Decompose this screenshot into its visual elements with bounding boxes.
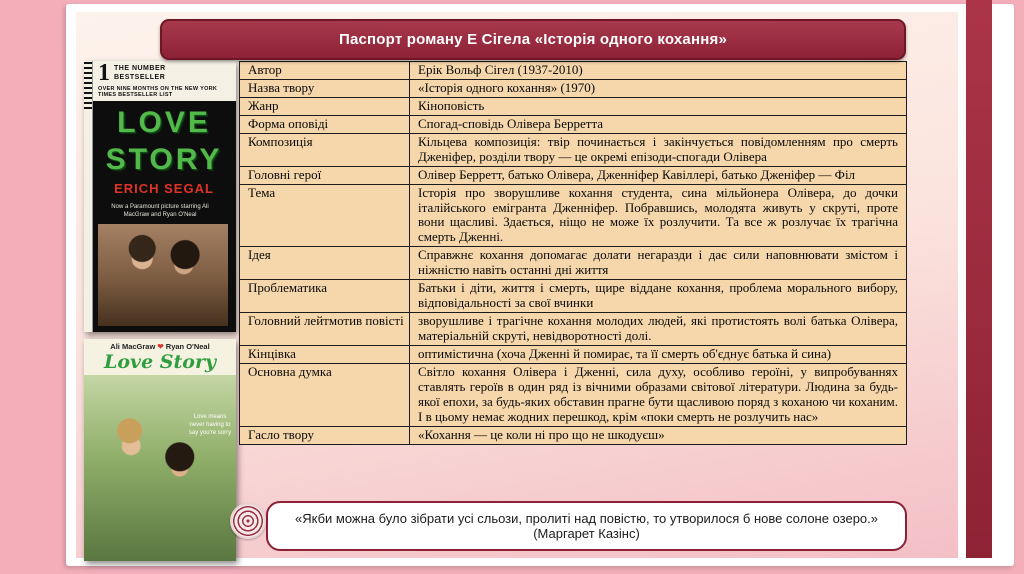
table-row: [240, 79, 906, 97]
poster-title: Love Story: [84, 352, 236, 375]
table-row: [240, 246, 906, 279]
movie-poster-love-story: [84, 339, 236, 561]
slide-title: Паспорт роману Е Сігела «Історія одного кохання»: [338, 31, 727, 48]
row-label: Основна думка: [240, 364, 410, 426]
quote-attribution: (Маргарет Казінс): [533, 526, 640, 541]
row-value: Батьки і діти, життя і смерть, щире віддане кохання, проблема морального вибору, відповідальності за свої вчинки: [418, 280, 898, 311]
table-row: [240, 115, 906, 133]
book-cover-photo: [98, 224, 228, 326]
row-value: Кіноповість: [418, 97, 485, 113]
table-row: [240, 312, 906, 345]
table-row: [240, 166, 906, 184]
bestseller-line1: THE NUMBER: [114, 65, 166, 73]
row-value: оптимістична (хоча Дженні й помирає, та її смерть об'єднує батька й сина): [418, 345, 832, 361]
quote-text: «Якби можна було зібрати усі сльози, пролиті над повістю, то утворилося б нове солоне озеро.»: [294, 511, 879, 526]
table-row: [240, 279, 906, 312]
table-row: [240, 97, 906, 115]
publisher-rose-logo-icon: [230, 503, 266, 539]
book-title-line1: LOVE: [117, 106, 211, 140]
table-row: [240, 62, 906, 79]
row-label: Кінцівка: [240, 346, 410, 363]
poster-star-left: Ali MacGraw: [110, 342, 156, 351]
row-value: Справжнє кохання допомагає долати негаразди і дає сили наповнювати змістом і ніжністю навіть останні дні життя: [418, 247, 898, 278]
bestseller-number: 1: [98, 60, 110, 86]
table-row: [240, 426, 906, 444]
book-author: ERICH SEGAL: [114, 181, 214, 197]
row-value: Кільцева композиція: твір починається і закінчується повідомленням про смерть Дженіфер, розділи твору — це окремі епізоди-спогади Олівера: [418, 133, 898, 164]
row-label: Ідея: [240, 247, 410, 279]
row-label: Проблематика: [240, 280, 410, 312]
row-label: Гасло твору: [240, 427, 410, 444]
row-value: «Історія одного кохання» (1970): [418, 79, 596, 95]
row-value: «Кохання — це коли ні про що не шкодуєш»: [418, 426, 665, 442]
quote-box: [266, 501, 907, 551]
row-label: Автор: [240, 62, 410, 79]
bestseller-subline: OVER NINE MONTHS ON THE NEW YORK TIMES BESTSELLER LIST: [98, 85, 218, 99]
row-label: Форма оповіді: [240, 116, 410, 133]
row-value: Спогад-сповідь Олівера Берретта: [418, 115, 604, 131]
poster-tagline: Love means never having to say you're sorry: [188, 413, 232, 437]
right-accent-bar: [966, 0, 992, 558]
row-value: зворушливе і трагічне кохання молодих людей, які протистоять волі батька Олівера, матеріальній скруті, невідворотності долі.: [418, 313, 898, 343]
row-label: Головний лейтмотив повісті: [240, 313, 410, 345]
book-note: Now a Paramount picture starring Ali MacGraw and Ryan O'Neal: [111, 203, 209, 218]
table-row: [240, 363, 906, 426]
slide-title-banner: [160, 19, 906, 60]
row-label: Тема: [240, 185, 410, 247]
row-label: Головні герої: [240, 167, 410, 184]
table-row: [240, 184, 906, 247]
bestseller-band: [84, 61, 236, 101]
row-value: Ерік Вольф Сігел (1937-2010): [418, 62, 583, 77]
row-value: Світло кохання Олівера і Дженні, сила духу, особливо героїні, у випробуваннях ставлять героїв в один ряд із вічними образами світової літератури. Людина за будь-якої епохи, за будь-яких обставин прагне бути щасливою поряд з коханою чи коханим. І в цьому немає жодних перешкод, крім «поки смерть не розлучить нас»: [418, 363, 898, 424]
book-title-line2: STORY: [105, 142, 223, 176]
table-row: [240, 345, 906, 363]
row-value: Історія про зворушливе кохання студента, сина мільйонера Олівера, до дочки італійського емігранта Дженніфер. Побравшись, молодята живуть у скруті, проте вони щасливі. Здається, ніщо не може їх розлучити. Та все ж розлучає їх трагічна смерть Дженні.: [418, 184, 898, 245]
poster-star-right: Ryan O'Neal: [165, 342, 210, 351]
row-label: Жанр: [240, 98, 410, 115]
row-value: Олівер Берретт, батько Олівера, Дженніфер Кавіллері, батько Дженіфер — Філ: [418, 166, 856, 182]
row-label: Назва твору: [240, 80, 410, 97]
bestseller-line2: BESTSELLER: [114, 73, 166, 81]
poster-photo: [84, 375, 236, 561]
barcode-icon: [84, 61, 92, 109]
heart-icon: ❤: [157, 342, 164, 351]
passport-table: [239, 61, 907, 445]
book-cover-love-story: [84, 61, 236, 332]
row-label: Композиція: [240, 134, 410, 166]
table-row: [240, 133, 906, 166]
book-spine-barcode: [84, 61, 93, 332]
